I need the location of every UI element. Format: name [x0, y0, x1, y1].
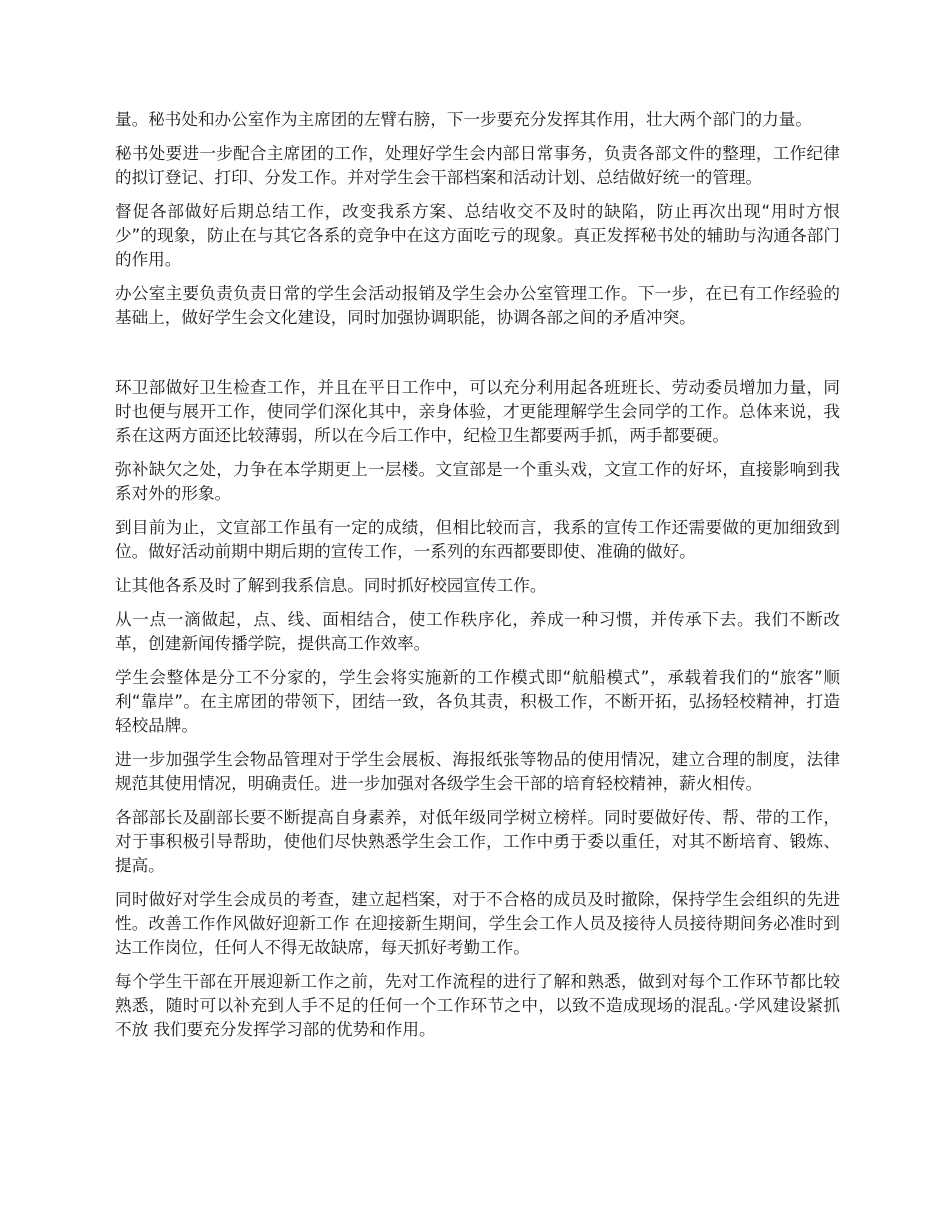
paragraph-14: 每个学生干部在开展迎新工作之前，先对工作流程的进行了解和熟悉，做到对每个工作环节都比较熟悉，随时可以补充到人手不足的任何一个工作环节之中，以致不造成现场的混乱。·学风建设紧抓不放 我们要充分发挥学习部的优势和作用。 [115, 972, 840, 1039]
paragraph-4: 办公室主要负责负责日常的学生会活动报销及学生会办公室管理工作。下一步，在已有工作经验的基础上，做好学生会文化建设，同时加强协调职能，协调各部之间的矛盾冲突。 [115, 284, 840, 327]
paragraph-2: 秘书处要进一步配合主席团的工作，处理好学生会内部日常事务，负责各部文件的整理，工作纪律的拟订登记、打印、分发工作。并对学生会干部档案和活动计划、总结做好统一的管理。 [115, 144, 840, 187]
paragraph-3: 督促各部做好后期总结工作，改变我系方案、总结收交不及时的缺陷，防止再次出现“用时方恨少”的现象，防止在与其它各系的竞争中在这方面吃亏的现象。真正发挥秘书处的辅助与沟通各部门的作用。 [115, 202, 840, 269]
paragraph-9: 从一点一滴做起，点、线、面相结合，使工作秩序化，养成一种习惯，并传承下去。我们不断改革，创建新闻传播学院，提供高工作效率。 [115, 610, 840, 653]
paragraph-8: 让其他各系及时了解到我系信息。同时抓好校园宣传工作。 [115, 576, 547, 595]
paragraph-11: 进一步加强学生会物品管理对于学生会展板、海报纸张等物品的使用情况，建立合理的制度，法律规范其使用情况，明确责任。进一步加强对各级学生会干部的培育轻校精神，薪火相传。 [115, 750, 840, 793]
paragraph-7: 到目前为止，文宣部工作虽有一定的成绩，但相比较而言，我系的宣传工作还需要做的更加细致到位。做好活动前期中期后期的宣传工作，一系列的东西都要即使、准确的做好。 [115, 518, 840, 561]
paragraph-5: 环卫部做好卫生检查工作，并且在平日工作中，可以充分利用起各班班长、劳动委员增加力量，同时也便与展开工作，使同学们深化其中，亲身体验，才更能理解学生会同学的工作。总体来说，我系在这两方面还比较薄弱，所以在今后工作中，纪检卫生都要两手抓，两手都要硬。 [115, 378, 840, 445]
paragraph-1: 量。秘书处和办公室作为主席团的左臂右膀，下一步要充分发挥其作用，壮大两个部门的力量。 [115, 110, 812, 129]
paragraph-6: 弥补缺欠之处，力争在本学期更上一层楼。文宣部是一个重头戏，文宣工作的好坏，直接影响到我系对外的形象。 [115, 460, 840, 503]
document-body [115, 108, 840, 1052]
paragraph-13: 同时做好对学生会成员的考查，建立起档案，对于不合格的成员及时撤除，保持学生会组织的先进性。改善工作作风做好迎新工作 在迎接新生期间，学生会工作人员及接待人员接待期间务必准时到达工作岗位，任何人不得无故缺席，每天抓好考勤工作。 [115, 890, 840, 957]
paragraph-10: 学生会整体是分工不分家的，学生会将实施新的工作模式即“航船模式”，承载着我们的“旅客”顺利“靠岸”。在主席团的带领下，团结一致，各负其责，积极工作，不断开拓，弘扬轻校精神，打造轻校品牌。 [115, 668, 840, 735]
paragraph-12: 各部部长及副部长要不断提高自身素养，对低年级同学树立榜样。同时要做好传、帮、带的工作，对于事积极引导帮助，使他们尽快熟悉学生会工作，工作中勇于委以重任，对其不断培育、锻炼、提高。 [115, 808, 840, 875]
